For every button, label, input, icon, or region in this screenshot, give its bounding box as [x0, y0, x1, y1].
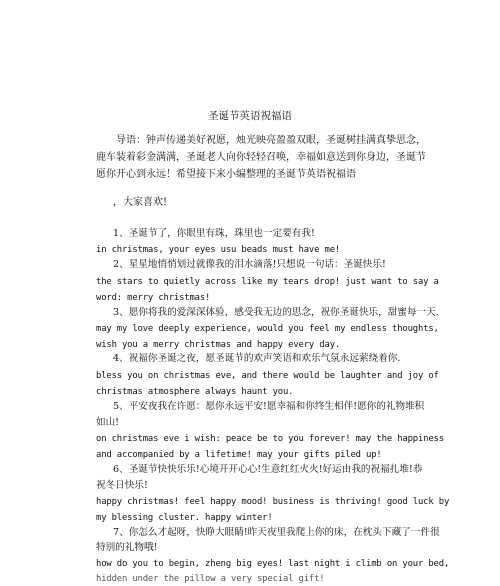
wish-3-english-line-1: may my love deeply experience, would you feel my endless thoughts, [96, 324, 439, 334]
wish-7-chinese-line-2: 特别的礼物哦! [96, 542, 158, 553]
wish-2-english-line-2: word: merry christmas! [96, 293, 211, 303]
wish-6-english-line-1: happy christmas! feel happy mood! business is thriving! good luck by [96, 497, 450, 507]
wish-5-chinese-line-2: 如山! [96, 417, 120, 428]
wish-6-english-line-2: my blessing cluster. happy winter! [96, 513, 273, 523]
greeting-line: ，大家喜欢! [113, 197, 168, 208]
wish-5-english-line-1: on christmas eve i wish: peace be to you forever! may the happiness [96, 434, 444, 444]
wish-7-chinese-line-1: 7、你怎么才起呀，快睁大眼睛!昨天夜里我爬上你的床，在枕头下藏了一件很 [113, 527, 440, 538]
wish-3-english-line-2: wish you a merry christmas and happy every day. [96, 340, 341, 350]
wish-5-chinese-line-1: 5、平安夜我在许愿：愿你永远平安!愿幸福和你终生相伴!愿你的礼物堆积 [113, 401, 425, 412]
wish-1-chinese: 1、圣诞节了，你眼里有珠，珠里也一定要有我! [113, 228, 315, 239]
wish-4-chinese: 4、祝福你圣诞之夜，愿圣诞节的欢声笑语和欢乐气氛永远萦绕着你. [113, 353, 401, 364]
wish-7-english-line-1: how do you to begin, zheng big eyes! last night i climb on your bed, [96, 559, 450, 569]
wish-6-chinese-line-1: 6、圣诞节快快乐乐!心境开开心心!生意红红火火!好运由我的祝福扎堆!恭 [113, 464, 423, 475]
intro-paragraph: 导语：钟声传递美好祝愿，烛光映亮盈盈双眼，圣诞树挂满真挚思念，鹿车装着彩金满满，圣诞老人向你轻轻召唤，幸福如意送到你身边，圣诞节愿你开心到永远！希望接下来小编整理的圣诞节英语祝福语 [96, 135, 426, 180]
wish-6-chinese-line-2: 祝冬日快乐! [96, 480, 148, 491]
wish-4-english-line-1: bless you on christmas eve, and there would be laughter and joy of [96, 371, 439, 381]
wish-1-english: in christmas, your eyes usu beads must have me! [96, 245, 341, 255]
wish-3-chinese: 3、愿你将我的爱深深体验，感受我无边的思念，祝你圣诞快乐，甜蜜每一天. [113, 307, 439, 318]
wish-2-english-line-1: the stars to quietly across like my tears drop! just want to say a [96, 277, 439, 287]
wish-2-chinese: 2、星星地悄悄划过就像我的泪水滴落!只想说一句话：圣诞快乐! [113, 259, 386, 270]
document-title: 圣诞节英语祝福语 [208, 110, 292, 122]
wish-4-english-line-2: christmas atmosphere always haunt you. [96, 387, 294, 397]
wish-7-english-line-2: hidden under the pillow a very special gift! [96, 574, 325, 584]
wish-5-english-line-2: and accompanied by a lifetime! may your gifts piled up! [96, 450, 382, 460]
